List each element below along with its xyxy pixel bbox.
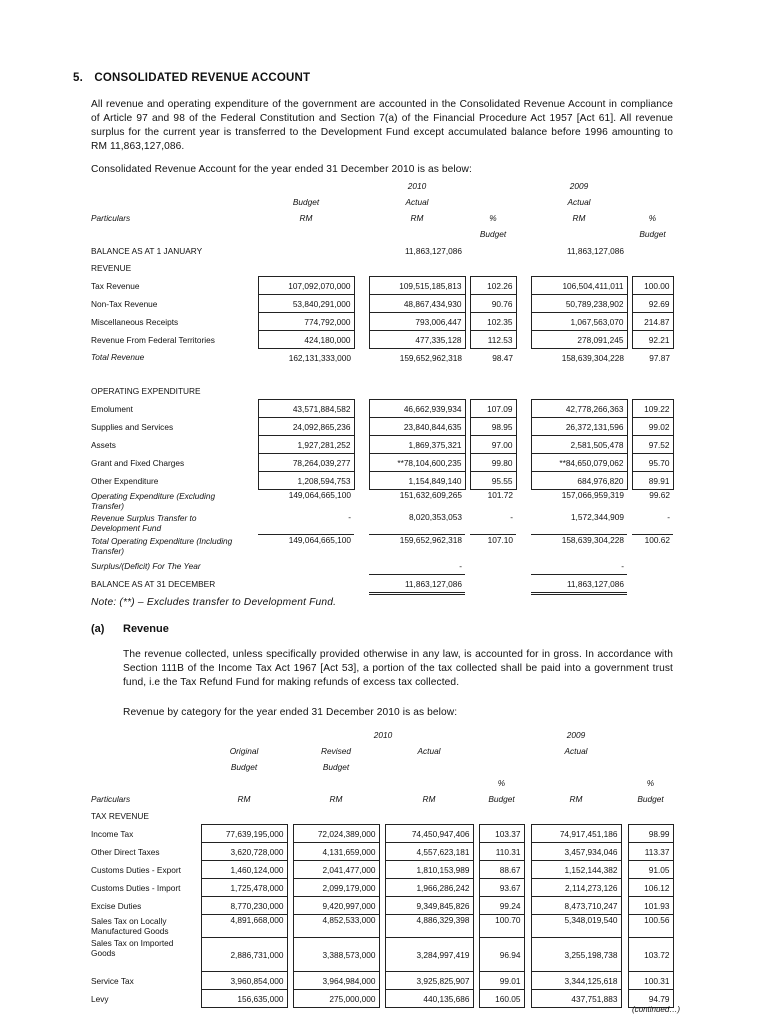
intro-paragraph: All revenue and operating expenditure of the government are accounted in the Consolidated Revenue Account in compliance of Article 97 and 98 of the Federal Constitution and Section 7(a) of the Financial Procedure Act 1957 [Act 61]. All revenue surplus for the current year is transferred to the Development Fund except accumulated balance before 1996 amounting to RM 11,863,127,086.	[91, 99, 673, 152]
revenue-paragraph: The revenue collected, unless specifically provided otherwise in any law, is accounted for in gross. In accordance with Section 111B of the Income Tax Act 1967 [Act 53], a portion of the tax collected shall be paid into a government trust fund, i.e the Tax Refund Fund for making refunds of excess tax collected.	[123, 649, 673, 688]
subsection-letter: (a)	[91, 623, 105, 635]
col-pct: %	[648, 213, 657, 223]
section-title: CONSOLIDATED REVENUE ACCOUNT	[94, 72, 311, 84]
year-current: 2010	[373, 730, 393, 740]
subsection-title: Revenue	[123, 623, 169, 635]
col-actual-prior: Actual	[564, 746, 588, 756]
table-row: BALANCE AS AT 31 DECEMBER 11,863,127,086 11,863,127,086	[91, 575, 673, 594]
table-row: Tax Revenue 107,092,070,000 109,515,185,813 102.26 106,504,411,011 100.00	[91, 277, 673, 295]
table-row: Sales Tax on Locally Manufactured Goods 4,891,668,000 4,852,533,000 4,886,329,398 100.70 5,348,019,540 100.56	[91, 915, 673, 938]
table-row: BALANCE AS AT 1 JANUARY 11,863,127,086 11,863,127,086	[91, 245, 624, 256]
col-particulars: Particulars	[91, 213, 131, 223]
table-caption: Consolidated Revenue Account for the year ended 31 December 2010 is as below:	[91, 164, 472, 175]
table-row: Sales Tax on Imported Goods 2,886,731,000 3,388,573,000 3,284,997,419 96.94 3,255,198,738 103.72	[91, 938, 673, 972]
col-budget: Budget	[230, 762, 258, 772]
table-row: Total Revenue 162,131,333,000 159,652,962,318 98.47 158,639,304,228 97.87	[91, 352, 670, 363]
table-row: Service Tax 3,960,854,000 3,964,984,000 3,925,825,907 99.01 3,344,125,618 100.31	[91, 972, 673, 990]
year-prior: 2009	[569, 181, 589, 191]
table-note: Note: (**) – Excludes transfer to Development Fund.	[91, 597, 337, 608]
consolidated-revenue-table	[91, 178, 674, 595]
section-heading	[73, 72, 310, 84]
col-actual: Actual	[405, 197, 429, 207]
col-pct: %	[497, 778, 506, 788]
table-row	[91, 807, 673, 825]
col-revised: Revised	[321, 746, 351, 756]
col-actual: Actual	[417, 746, 441, 756]
revenue-category-table: 2010 2009 Original Revised Actual Actual Budget Budget % % Particulars RM RM RM Budget RM Budget TAX REVENUE Income Tax 77,639,195,000 72,024,389,000 74,450,947,406 103.37 74,917,451,186 98.99 Other Direct Taxes 3,620,728,000 4,131,659,000 4,557,623,181 110.31 3,457,934,046 113.37 Customs Duties - Export 1,460,124,000 2,041,477,000 1,810,153,989 88.67 1,152,144,382 91.05 Customs Duties - Import 1,725,478,000 2,099,179,000 1,966,286,242 93.67 2,114,273,126 106.12 Excise Duties 8,770,230,000 9,420,997,000 9,349,845,826 99.24 8,473,710,247 101.93 Sales Tax on Locally Manufactured Goods 4,891,668,000 4,852,533,000 4,886,329,398 100.70 5,348,019,540 100.56 Sales Tax on Imported Goods 2,886,731,000 3,388,573,000 3,284,997,419 96.94 3,255,198,738 103.72 Service Tax 3,960,854,000 3,964,984,000 3,925,825,907 99.01 3,344,125,618 100.31 Levy 156,635,000 275,000,000 440,135,686 160.05 437,751,883 94.79	[91, 727, 674, 1008]
col-pct-budget: Budget	[479, 229, 507, 239]
revenue-caption: Revenue by category for the year ended 31 December 2010 is as below:	[123, 707, 458, 718]
year-current: 2010	[407, 181, 427, 191]
col-pct: %	[489, 213, 497, 223]
col-original: Original	[229, 746, 259, 756]
table-row: Surplus/(Deficit) For The Year - -	[91, 557, 673, 575]
table-row: Excise Duties 8,770,230,000 9,420,997,000 9,349,845,826 99.24 8,473,710,247 101.93	[91, 897, 673, 915]
continued-label: (continued…)	[631, 1005, 680, 1014]
col-budget: Budget	[292, 197, 320, 207]
col-actual-prior: Actual	[567, 197, 591, 207]
table-row: Assets 1,927,281,252 1,869,375,321 97.00 2,581,505,478 97.52	[91, 436, 673, 454]
table-row: Non-Tax Revenue 53,840,291,000 48,867,434,930 90.76 50,789,238,902 92.69	[91, 295, 673, 313]
table-row: Grant and Fixed Charges 78,264,039,277 **78,104,600,235 99.80 **84,650,079,062 95.70	[91, 454, 673, 472]
table-row: Total Operating Expenditure (Including Transfer) 149,064,665,100 159,652,962,318 107.10 158,639,304,228 100.62	[91, 535, 670, 556]
table-row: Operating Expenditure (Excluding Transfer) 149,064,665,100 151,632,609,265 101.72 157,066,959,319 99.62	[91, 490, 670, 511]
table-row: Revenue Surplus Transfer to Development Fund - 8,020,353,053 - 1,572,344,909 -	[91, 512, 673, 535]
table-row: Revenue From Federal Territories 424,180,000 477,335,128 112.53 278,091,245 92.21	[91, 331, 673, 349]
section-number: 5.	[73, 72, 83, 84]
table-row: Other Expenditure 1,208,594,753 1,154,849,140 95.55 684,976,820 89.91	[91, 472, 673, 490]
table-row	[91, 382, 673, 400]
col-rm: RM	[410, 213, 424, 223]
col-pct-budget: Budget	[639, 229, 666, 239]
table-row: Other Direct Taxes 3,620,728,000 4,131,659,000 4,557,623,181 110.31 3,457,934,046 113.37	[91, 843, 673, 861]
table-row: Levy 156,635,000 275,000,000 440,135,686 160.05 437,751,883 94.79	[91, 990, 673, 1008]
table-row: Income Tax 77,639,195,000 72,024,389,000 74,450,947,406 103.37 74,917,451,186 98.99	[91, 825, 673, 843]
table-row: Emolument 43,571,884,582 46,662,939,934 107.09 42,778,266,363 109.22	[91, 400, 673, 418]
table-row: Miscellaneous Receipts 774,792,000 793,006,447 102.35 1,067,563,070 214.87	[91, 313, 673, 331]
col-budget: Budget	[322, 762, 350, 772]
table-row: Customs Duties - Export 1,460,124,000 2,041,477,000 1,810,153,989 88.67 1,152,144,382 91.05	[91, 861, 673, 879]
table-row	[91, 259, 673, 277]
opex-heading: OPERATING EXPENDITURE	[91, 385, 201, 396]
revenue-heading: REVENUE	[91, 262, 132, 273]
col-rm: RM	[572, 213, 586, 223]
table-row: Customs Duties - Import 1,725,478,000 2,099,179,000 1,966,286,242 93.67 2,114,273,126 106.12	[91, 879, 673, 897]
tax-revenue-heading: TAX REVENUE	[91, 810, 149, 821]
year-prior: 2009	[566, 730, 586, 740]
table-row: Supplies and Services 24,092,865,236 23,840,844,635 98.95 26,372,131,596 99.02	[91, 418, 673, 436]
col-pct: %	[646, 778, 655, 788]
col-particulars: Particulars	[91, 794, 131, 804]
col-rm: RM	[299, 213, 313, 223]
